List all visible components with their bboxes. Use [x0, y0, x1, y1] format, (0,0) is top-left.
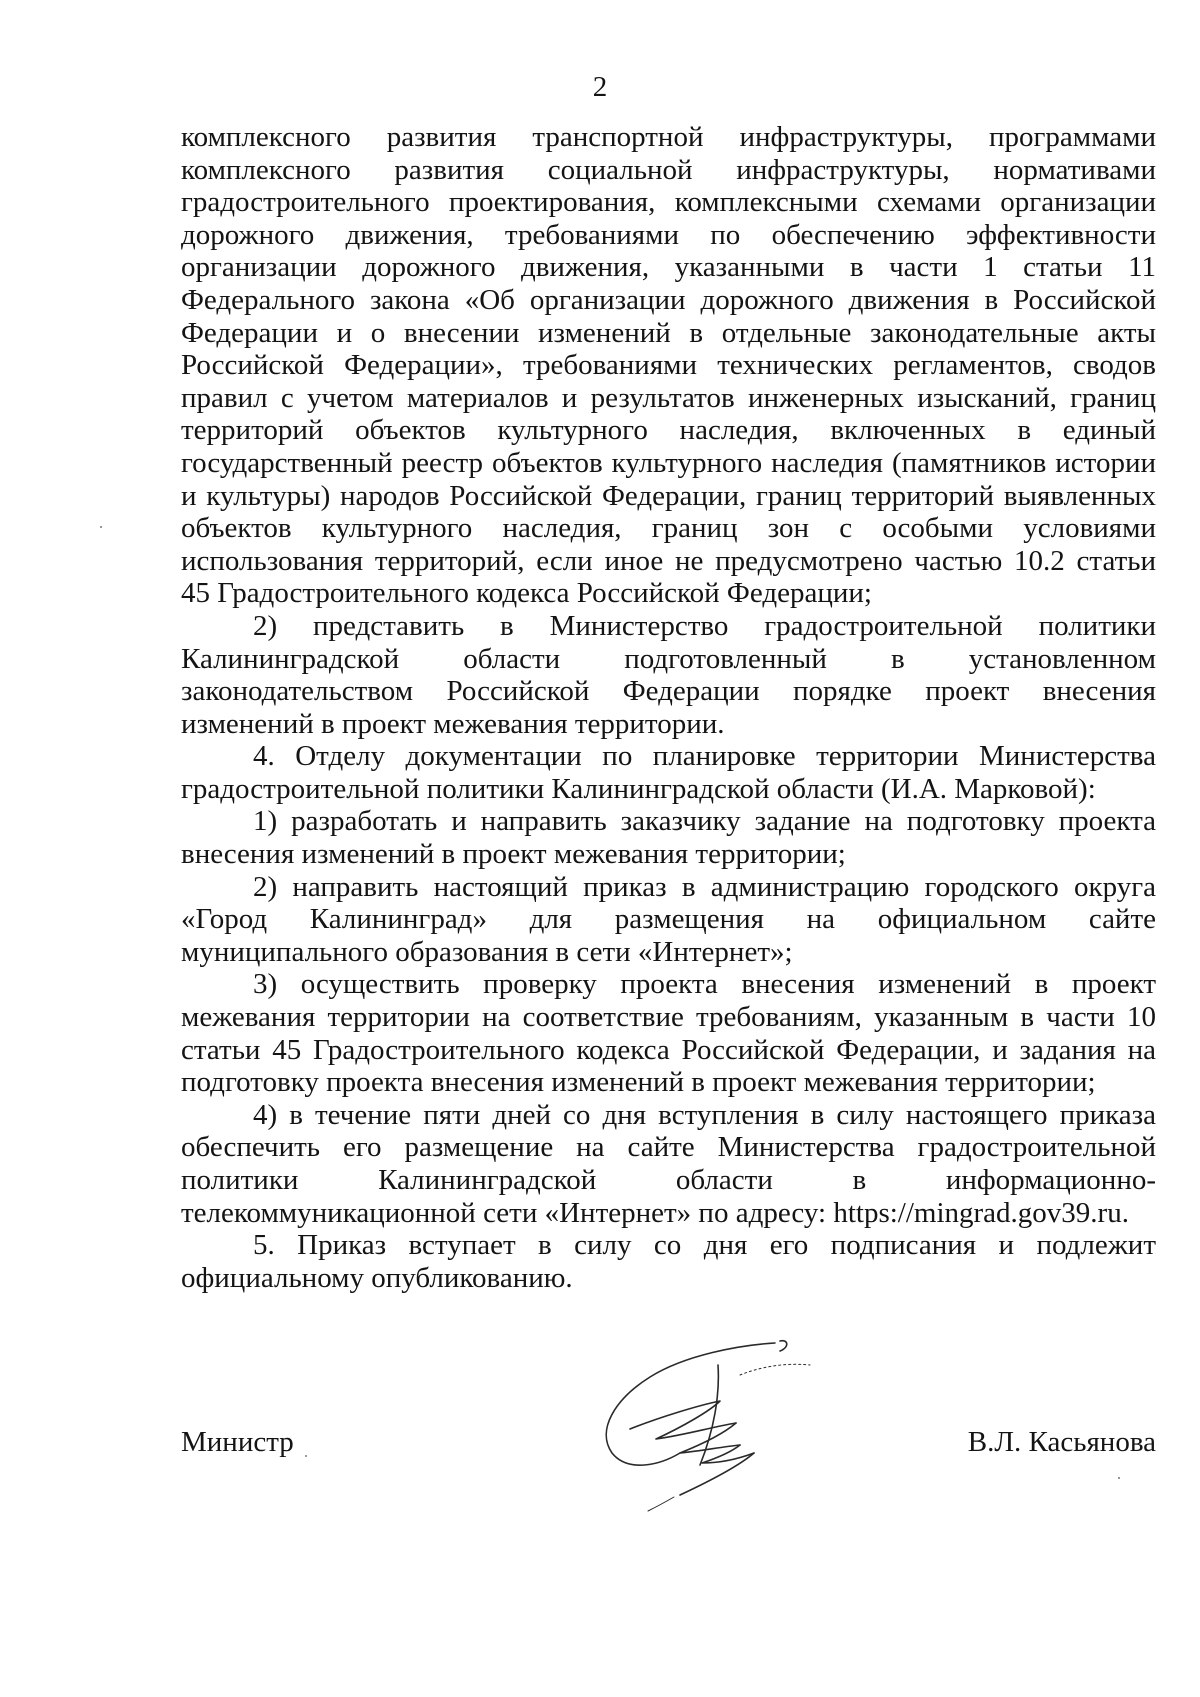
- paragraph-item-4-3: 3) осуществить проверку проекта внесения изменений в проект межевания территории на соответствие требованиям, указанным в части 10 статьи 45 Градостроительного кодекса Российской Федерации, и задания на подготовку проекта внесения изменений в проект межевания территории;: [181, 968, 1156, 1099]
- paragraph-section-5: 5. Приказ вступает в силу со дня его подписания и подлежит официальному опубликованию.: [181, 1229, 1156, 1294]
- paragraph-continuation: комплексного развития транспортной инфраструктуры, программами комплексного развития социальной инфраструктуры, нормативами градостроительного проектирования, комплексными схемами организации дорожного движения, требованиями по обеспечению эффективности организации дорожного движения, указанными в части 1 статьи 11 Федерального закона «Об организации дорожного движения в Российской Федерации и о внесении изменений в отдельные законодательные акты Российской Федерации», требованиями технических регламентов, сводов правил с учетом материалов и результатов инженерных изысканий, границ территорий объектов культурного наследия, включенных в единый государственный реестр объектов культурного наследия (памятников истории и культуры) народов Российской Федерации, границ территорий выявленных объектов культурного наследия, границ зон с особыми условиями использования территорий, если иное не предусмотрено частью 10.2 статьи 45 Градостроительного кодекса Российской Федерации;: [181, 121, 1156, 610]
- scan-speck: [100, 526, 102, 528]
- signatory-role: Министр: [181, 1426, 294, 1458]
- scan-speck: [1118, 1477, 1120, 1479]
- scan-speck: [305, 1455, 307, 1457]
- paragraph-item-3-2: 2) представить в Министерство градостроительной политики Калининградской области подготовленный в установленном законодательством Российской Федерации порядке проект внесения изменений в проект межевания территории.: [181, 609, 1156, 740]
- document-body: [181, 121, 1156, 1294]
- page-number: 2: [592, 71, 608, 103]
- handwritten-signature: [590, 1335, 860, 1515]
- paragraph-item-4-4: 4) в течение пяти дней со дня вступления в силу настоящего приказа обеспечить его размещение на сайте Министерства градостроительной политики Калининградской области в информационно-телекоммуникационной сети «Интернет» по адресу: https://mingrad.gov39.ru.: [181, 1098, 1156, 1229]
- paragraph-item-4-1: 1) разработать и направить заказчику задание на подготовку проекта внесения изменений в проект межевания территории;: [181, 805, 1156, 871]
- signatory-name: В.Л. Касьянова: [967, 1426, 1156, 1458]
- paragraph-item-4-2: 2) направить настоящий приказ в администрацию городского округа «Город Калининград» для размещения на официальном сайте муниципального образования в сети «Интернет»;: [181, 870, 1156, 968]
- paragraph-section-4: 4. Отделу документации по планировке территории Министерства градостроительной политики Калининградской области (И.А. Марковой):: [181, 740, 1156, 805]
